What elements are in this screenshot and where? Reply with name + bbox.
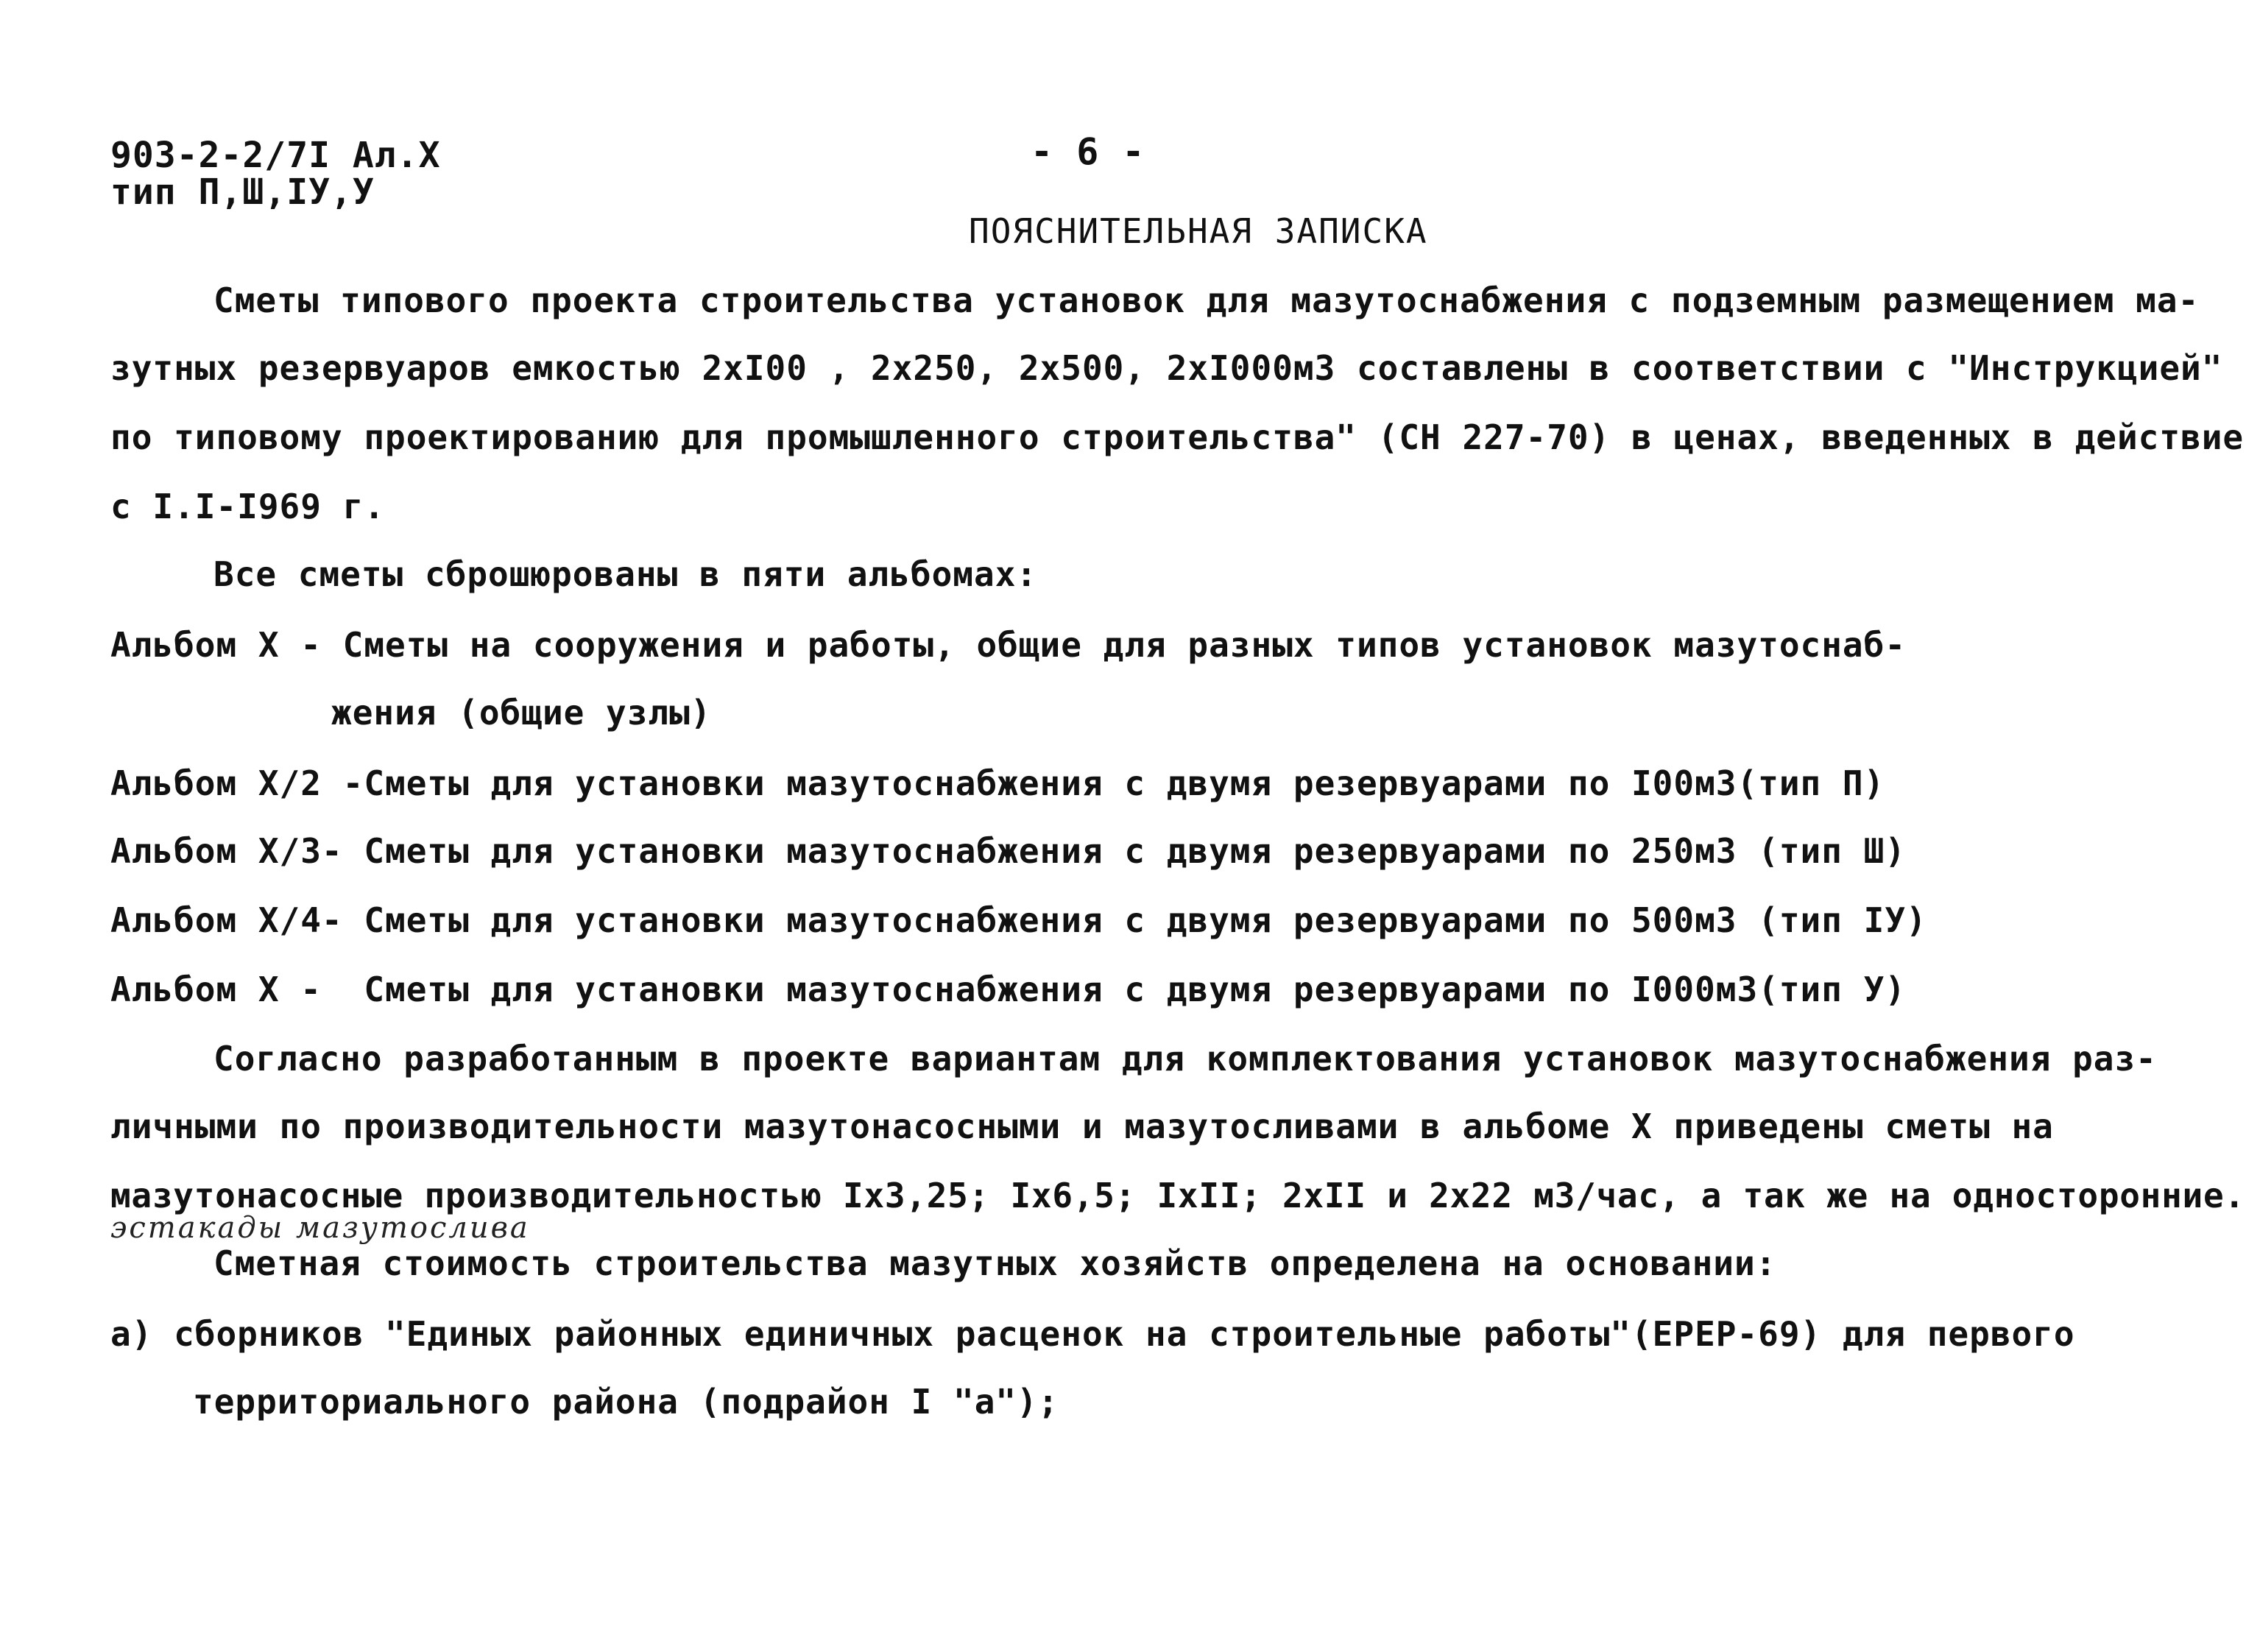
handwritten-note: эстакады мазутослива [110,1211,530,1245]
list-item-line: а) сборников "Единых районных единичных расценок на строительные работы"(ЕРЕР-69) для первого [110,1314,2075,1354]
document-code-line: 903-2-2/7I Ал.Х [110,135,441,176]
list-item: жения (общие узлы) [331,693,712,733]
list-item: Альбом Х - Сметы на сооружения и работы, общие для разных типов установок мазутоснаб- [110,625,1907,665]
list-item-line: территориального района (подрайон I "а"); [193,1382,1059,1422]
list-item: Альбом Х - Сметы для установки мазутоснабжения с двумя резервуарами по I000м3(тип У) [110,970,1907,1009]
page-number: - 6 - [1031,130,1145,173]
paragraph-line: Сметы типового проекта строительства установок для мазутоснабжения с подземным размещением ма- [213,280,2200,320]
paragraph-line: зутных резервуаров емкостью 2хI00 , 2х250, 2х500, 2хI000м3 составлены в соответствии с "Инструкцией" [110,348,2223,388]
paragraph-line: по типовому проектированию для промышленного строительства" (СН 227-70) в ценах, введенных в действие [110,417,2245,457]
list-item: Альбом Х/2 -Сметы для установки мазутоснабжения с двумя резервуарами по I00м3(тип П) [110,763,1885,803]
paragraph-cost-basis: Сметная стоимость строительства мазутных хозяйств определена на основании: [213,1243,1777,1283]
paragraph-line: Согласно разработанным в проекте вариантам для комплектования установок мазутоснабжения раз- [213,1039,2157,1079]
paragraph-albums-intro: Все сметы сброшюрованы в пяти альбомах: [213,554,1038,594]
paragraph-line: личными по производительности мазутонасосными и мазутосливами в альбоме Х приведены сметы на [110,1106,2054,1146]
document-type-line: тип П,Ш,IУ,У [110,172,375,213]
list-item: Альбом Х/3- Сметы для установки мазутоснабжения с двумя резервуарами по 250м3 (тип Ш) [110,831,1907,871]
paragraph-line: с I.I-I969 г. [110,487,386,526]
page-title: ПОЯСНИТЕЛЬНАЯ ЗАПИСКА [969,211,1428,251]
list-item: Альбом Х/4- Сметы для установки мазутоснабжения с двумя резервуарами по 500м3 (тип IУ) [110,900,1927,940]
paragraph-line: мазутонасосные производительностью Iх3,25; Iх6,5; IхII; 2хII и 2х22 м3/час, а так же на односторонние. [110,1176,2245,1215]
